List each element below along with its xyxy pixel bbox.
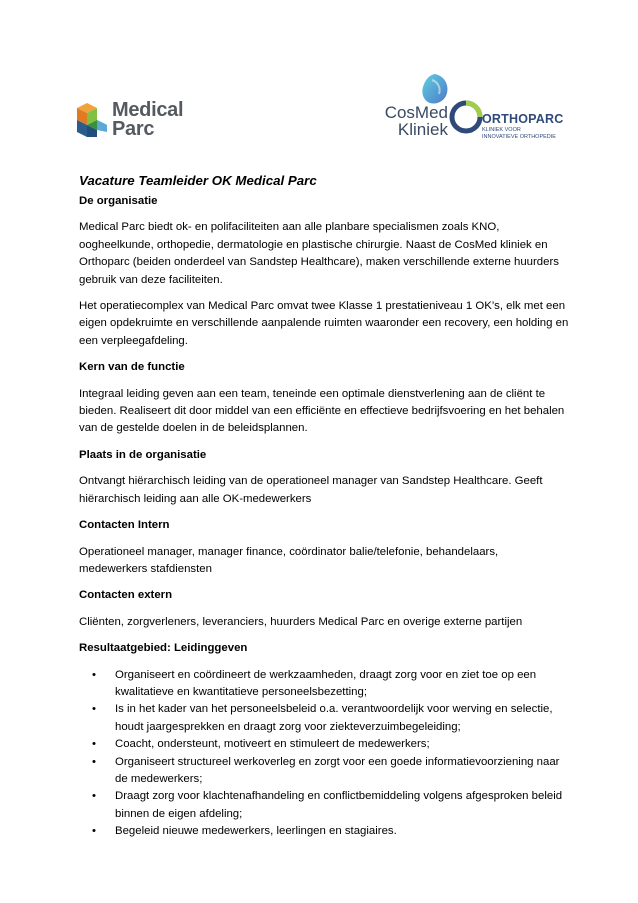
list-item — [79, 701, 569, 736]
orthoparc-sub1: KLINIEK VOOR — [482, 127, 521, 133]
document-body — [79, 172, 569, 841]
bullet-icon: • — [92, 738, 96, 751]
section-heading: De organisatie — [79, 195, 158, 207]
list-item-text: Organiseert en coördineert de werkzaamheden, draagt zorg voor en ziet toe op een kwalitatieve en kwantitatieve personeelsbezetting; — [115, 668, 537, 698]
bullet-icon: • — [92, 790, 96, 803]
section-paragraph: Medical Parc biedt ok- en polifaciliteiten aan alle planbare specialismen zoals KNO, oogheelkunde, orthopedie, dermatologie en plastische chirurgie. Naast de CosMed kliniek en Orthoparc (beiden onderdeel van Sandstep Healthcare), maken verschillende externe huurders gebruik van deze faciliteiten. — [79, 221, 559, 286]
orthoparc-sub2: INNOVATIEVE ORTHOPEDIE — [482, 133, 556, 140]
section-paragraph: Ontvangt hiërarchisch leiding van de operationeel manager van Sandstep Healthcare. Geeft hiërarchisch leiding aan alle OK-medewerkers — [79, 475, 543, 505]
medical-parc-line1: Medical — [112, 99, 184, 121]
section-paragraph: Cliënten, zorgverleners, leveranciers, huurders Medical Parc en overige externe partijen — [79, 615, 523, 628]
bullet-icon: • — [92, 703, 96, 716]
list-item-text: Begeleid nieuwe medewerkers, leerlingen en stagiaires. — [115, 825, 397, 838]
section-heading: Contacten extern — [79, 589, 173, 602]
list-item-text: Organiseert structureel werkoverleg en zorgt voor een goede informatievoorziening naar de medewerkers; — [115, 755, 560, 785]
section-heading: Plaats in de organisatie — [79, 448, 207, 461]
cosmed-line2: Kliniek — [397, 120, 448, 139]
section-paragraph: Het operatiecomplex van Medical Parc omvat twee Klasse 1 prestatieniveau 1 OK’s, elk met een eigen opdekruimte en verschillende aanpalende ruimten waaronder een recovery, een holding en een verpleegafdeling. — [79, 300, 569, 347]
result-area-list — [79, 667, 569, 841]
list-item — [79, 736, 569, 753]
section-heading: Contacten Intern — [79, 519, 170, 532]
section-paragraph: Operationeel manager, manager finance, coördinator balie/telefonie, behandelaars, medewerkers stafdiensten — [79, 545, 499, 575]
list-item-text: Draagt zorg voor klachtenafhandeling en conflictbemiddeling volgens afgesproken beleid binnen de eigen afdeling; — [115, 790, 563, 820]
medical-parc-cube-icon — [75, 101, 109, 139]
list-item — [79, 754, 569, 789]
list-item — [79, 823, 569, 840]
cosmed-kliniek-logo — [368, 72, 450, 148]
medical-parc-line2: Parc — [112, 118, 155, 140]
bullet-icon: • — [92, 755, 96, 768]
orthoparc-logo — [449, 96, 564, 146]
document-title: Vacature Teamleider OK Medical Parc — [79, 173, 317, 188]
cosmed-line1: CosMed — [384, 103, 448, 122]
orthoparc-name: ORTHOPARC — [482, 112, 564, 126]
list-item-text: Is in het kader van het personeelsbeleid o.a. verantwoordelijk voor werving en selectie, houdt jaargesprekken en draagt zorg voor ziekteverzuimbegeleiding; — [115, 703, 553, 733]
section-heading: Kern van de functie — [79, 361, 185, 374]
medical-parc-logo — [75, 101, 190, 141]
section-paragraph: Integraal leiding geven aan een team, teneinde een optimale dienstverlening aan de cliënt te bieden. Realiseert dit door middel van een efficiënte en effectieve bedrijfsvoering en het behalen van de gestelde doelen in de beleidsplannen. — [79, 387, 565, 435]
list-item-text: Coacht, ondersteunt, motiveert en stimuleert de medewerkers; — [115, 738, 430, 751]
bullet-icon: • — [92, 825, 96, 838]
cosmed-drop-icon — [420, 72, 450, 106]
list-item — [79, 667, 569, 702]
list-item — [79, 788, 569, 823]
result-area-heading: Resultaatgebied: Leidinggeven — [79, 642, 248, 655]
orthoparc-ring-icon — [449, 96, 483, 138]
bullet-icon: • — [92, 668, 96, 681]
